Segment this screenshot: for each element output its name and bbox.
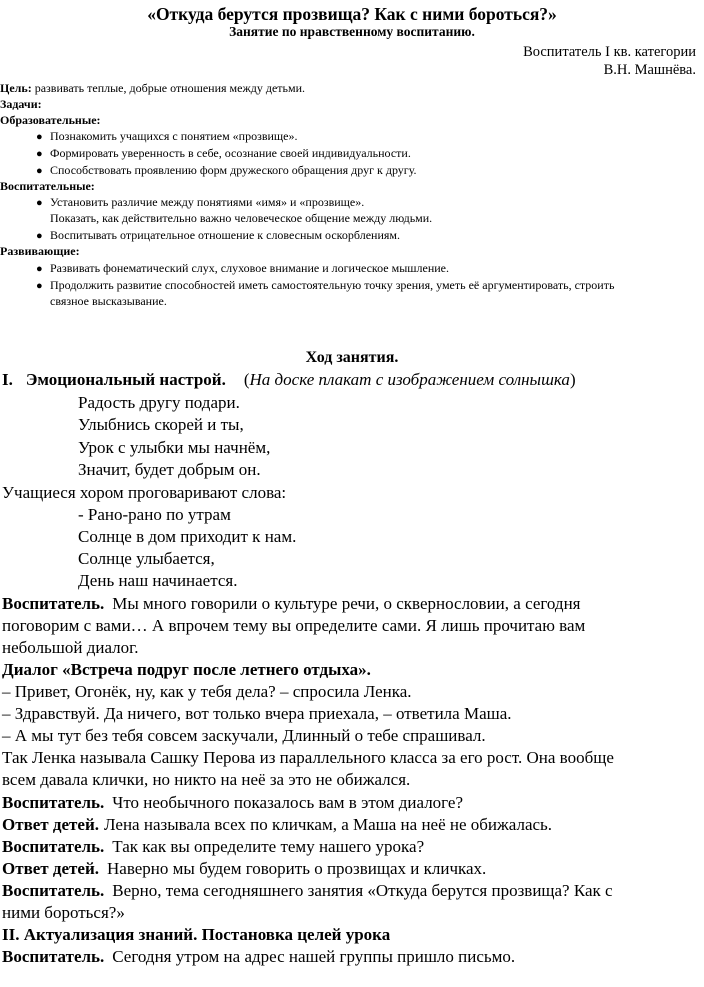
bullet-icon: ● [36, 165, 43, 177]
poem-line: Радость другу подари. [78, 393, 240, 412]
list-item: ● Способствовать проявлению форм дружеского обращения друг к другу. [36, 163, 417, 177]
chorus-intro: Учащиеся хором проговаривают слова: [2, 483, 287, 502]
bullet-icon: ● [36, 131, 43, 143]
bullet-icon: ● [36, 280, 43, 292]
dialog-line: – А мы тут без тебя совсем заскучали, Длинный о тебе спрашивал. [2, 726, 486, 745]
list-item: ● Познакомить учащихся с понятием «прозвище». [36, 129, 298, 143]
list-item: ● Установить различие между понятиями «имя» и «прозвище». [36, 195, 365, 209]
list-item: ● Продолжить развитие способностей иметь самостоятельную точку зрения, уметь её аргументировать, строить [36, 278, 615, 292]
poem-line: Значит, будет добрым он. [78, 460, 261, 479]
teacher-line: Воспитатель. Мы много говорили о культуре речи, о сквернословии, а сегодня [2, 594, 581, 613]
author-name: В.Н. Машнёва. [603, 62, 696, 78]
list-item-continuation: Показать, как действительно важно человеческое общение между людьми. [50, 211, 433, 225]
list-item: ● Развивать фонематический слух, слуховое внимание и логическое мышление. [36, 261, 450, 275]
children-line: Ответ детей. Наверно мы будем говорить о прозвищах и кличках. [2, 859, 487, 878]
goal-text: развивать теплые, добрые отношения между детьми. [31, 81, 306, 95]
dialog-line: – Привет, Огонёк, ну, как у тебя дела? – спросила Ленка. [2, 682, 412, 701]
section-2-heading: II. Актуализация знаний. Постановка целей урока [2, 925, 391, 944]
poem-line: - Рано-рано по утрам [78, 505, 231, 524]
bullet-icon: ● [36, 230, 43, 242]
tasks-label: Задачи: [0, 97, 42, 111]
teacher-line: Воспитатель. Верно, тема сегодняшнего занятия «Откуда берутся прозвища? Как с [2, 881, 613, 900]
text-line: поговорим с вами… А впрочем тему вы определите сами. Я лишь прочитаю вам [2, 616, 586, 635]
teacher-line: Воспитатель. Сегодня утром на адрес нашей группы пришло письмо. [2, 947, 516, 966]
author-role: Воспитатель I кв. категории [523, 44, 696, 60]
edu-label: Образовательные: [0, 113, 101, 127]
list-item: ● Воспитывать отрицательное отношение к словесным оскорблениям. [36, 228, 400, 242]
text-line: небольшой диалог. [2, 638, 139, 657]
poem-line: Солнце улыбается, [78, 549, 215, 568]
goal-label: Цель: [0, 81, 32, 95]
poem-line: Солнце в дом приходит к нам. [78, 527, 297, 546]
children-line: Ответ детей. Лена называла всех по кличкам, а Маша на неё не обижалась. [2, 815, 553, 834]
poem-line: Урок с улыбки мы начнём, [78, 438, 271, 457]
dialog-title: Диалог «Встреча подруг после летнего отдыха». [2, 660, 371, 679]
bullet-icon: ● [36, 263, 43, 275]
dev-label: Развивающие: [0, 244, 80, 258]
teacher-line: Воспитатель. Так как вы определите тему нашего урока? [2, 837, 425, 856]
upbr-label: Воспитательные: [0, 179, 95, 193]
poem-line: Улыбнись скорей и ты, [78, 415, 244, 434]
document-title: «Откуда берутся прозвища? Как с ними бороться?» [147, 4, 557, 24]
dialog-line: Так Ленка называла Сашку Перова из параллельного класса за его рост. Она вообще [2, 748, 614, 767]
section-1-heading: I. Эмоциональный настрой. (На доске плакат с изображением солнышка) [2, 370, 576, 389]
goal-line [0, 81, 305, 96]
list-item-continuation: связное высказывание. [50, 294, 167, 308]
text-line: ними бороться?» [2, 903, 125, 922]
bullet-icon: ● [36, 148, 43, 160]
bullet-icon: ● [36, 197, 43, 209]
list-item: ● Формировать уверенность в себе, осознание своей индивидуальности. [36, 146, 411, 160]
document-subtitle: Занятие по нравственному воспитанию. [229, 24, 475, 39]
dialog-line: всем давала клички, но никто на неё за это не обижался. [2, 770, 411, 789]
teacher-line: Воспитатель. Что необычного показалось вам в этом диалоге? [2, 793, 464, 812]
lesson-heading: Ход занятия. [305, 349, 399, 366]
poem-line: День наш начинается. [78, 571, 238, 590]
dialog-line: – Здравствуй. Да ничего, вот только вчера приехала, – ответила Маша. [2, 704, 512, 723]
